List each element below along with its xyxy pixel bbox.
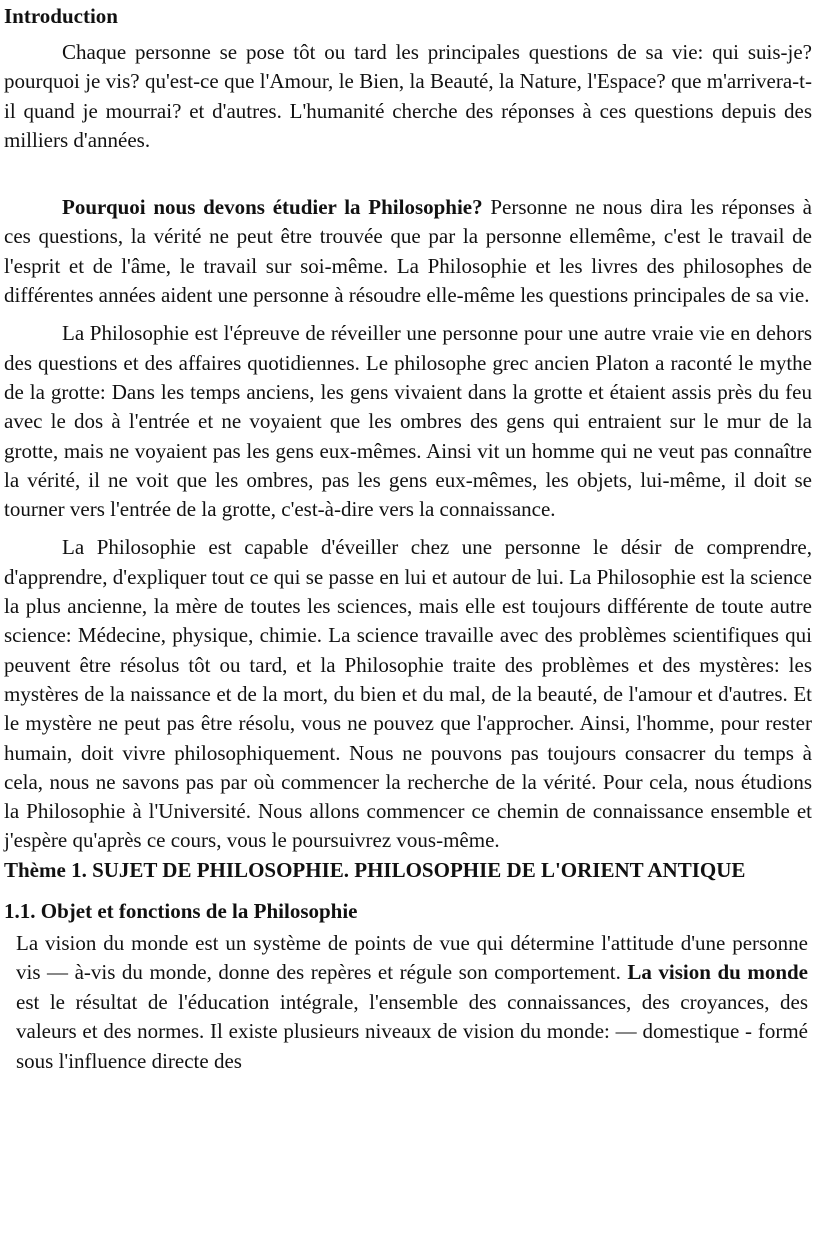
intro-paragraph-2 [4,193,816,310]
section-paragraph-1 [16,929,816,1077]
world-view-term: La vision du monde [627,960,809,985]
section-heading: 1.1. Objet et fonctions de la Philosophie [4,898,358,923]
section-paragraph-1-text-a: La vision du monde est un système de points de vue qui détermine l'attitude d'une personne vis — à-vis du monde, donne des repères et régule son comportement. [16,930,808,985]
intro-paragraph-3: La Philosophie est l'épreuve de réveiller une personne pour une autre vraie vie en dehors des questions et des affaires quotidiennes. Le philosophe grec ancien Platon a raconté le mythe de la grotte: Dans les temps anciens, les gens vivaient dans la grotte et étaient assis près du feu avec le dos à l'entrée et ne voyaient que les ombres des gens qui entraient sur le mur de la grotte, mais ne voyaient pas les gens eux-mêmes. Ainsi vit un homme qui ne veut pas connaître la vérité, il ne voit que les ombres, pas les gens eux-mêmes, les objets, lui-même, il doit se tourner vers l'entrée de la grotte, c'est-à-dire vers la connaissance. [4,321,812,522]
section-paragraph-1-text-b: est le résultat de l'éducation intégrale, l'ensemble des connaissances, des croyances, des valeurs et des normes. Il existe plusieurs niveaux de vision du monde: — domestique - formé sous l'influence directe des [16,989,808,1073]
theme-heading: Thème 1. SUJET DE PHILOSOPHIE. PHILOSOPHIE DE L'ORIENT ANTIQUE [4,857,746,882]
why-study-philosophy-question: Pourquoi nous devons étudier la Philosophie? [62,195,483,220]
introduction-heading: Introduction [4,4,118,28]
intro-paragraph-4: La Philosophie est capable d'éveiller chez une personne le désir de comprendre, d'apprendre, d'expliquer tout ce qui se passe en lui et autour de lui. La Philosophie est la science la plus ancienne, la mère de toutes les sciences, mais elle est toujours différente de toute autre science: Médecine, physique, chimie. La science travaille avec des problèmes scientifiques qui peuvent être résolus tôt ou tard, et la Philosophie traite des problèmes et des mystères: les mystères de la naissance et de la mort, du bien et du mal, de la beauté, de l'amour et d'autres. Et le mystère ne peut pas être résolu, vous ne pouvez que l'approcher. Ainsi, l'homme, pour rester humain, doit vivre philosophiquement. Nous ne pouvons pas toujours consacrer du temps à cela, nous ne savons pas par où commencer la recherche de la vérité. Pour cela, nous étudions la Philosophie à l'Université. Nous allons commencer ce chemin de connaissance ensemble et j'espère qu'après ce cours, vous le poursuivrez vous-même. [4,535,812,853]
intro-paragraph-2-text: Personne ne nous dira les réponses à ces questions, la vérité ne peut être trouvée que par la personne ellemême, c'est le travail de l'esprit et de l'âme, le travail sur soi-même. La Philosophie et les livres des philosophes de différentes années aident une personne à résoudre elle-même les questions principales de sa vie. [4,195,812,308]
intro-paragraph-1: Chaque personne se pose tôt ou tard les principales questions de sa vie: qui suis-je? pourquoi je vis? qu'est-ce que l'Amour, le Bien, la Beauté, la Nature, l'Espace? que m'arrivera-t-il quand je mourrai? et d'autres. L'humanité cherche des réponses à ces questions depuis des milliers d'années. [4,40,812,152]
